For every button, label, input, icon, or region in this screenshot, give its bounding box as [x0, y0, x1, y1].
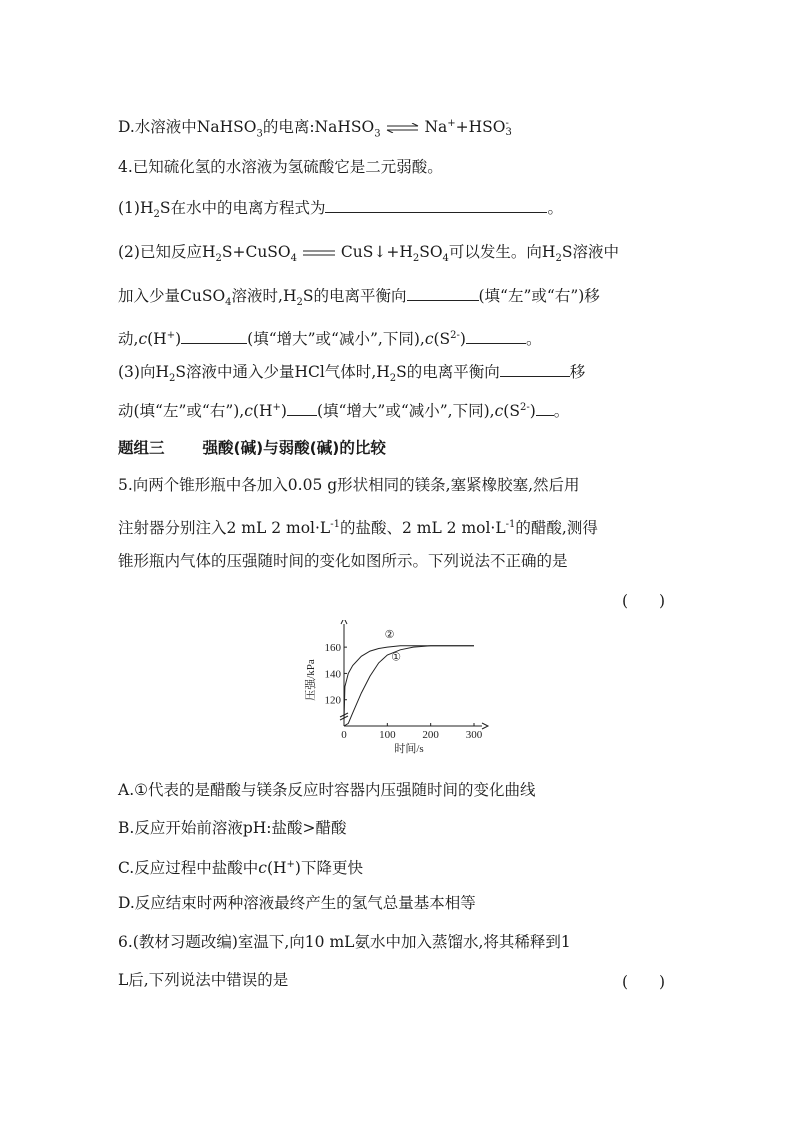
series-label-2: ② [384, 628, 395, 641]
q4p1-text: (1)H [118, 199, 154, 217]
answer-blank[interactable] [287, 401, 317, 416]
pressure-time-chart [300, 620, 500, 760]
y-tick-label: 140 [324, 668, 341, 681]
text: (填“左”或“右”)移 [478, 287, 600, 305]
q5-option-a[interactable]: A.①代表的是醋酸与镁条反应时容器内压强随时间的变化曲线 [118, 781, 536, 799]
q3d-ion-na: Na [424, 118, 448, 137]
text: S+CuSO [221, 243, 291, 261]
text: (H [147, 330, 167, 349]
q3d-text-2: 的电离:NaHSO [262, 118, 375, 137]
answer-blank[interactable] [407, 286, 479, 301]
italic-c: c [244, 402, 253, 421]
text: S溶液中通入少量HCl气体时,H [175, 363, 390, 381]
q6-answer-paren[interactable]: ( ) [622, 973, 666, 991]
q4-part2-line2 [118, 286, 600, 313]
series-label-1: ① [391, 651, 401, 664]
y-tick-label: 160 [324, 642, 341, 655]
q4p1-end: 。 [547, 199, 563, 217]
superscript: + [166, 330, 176, 341]
italic-c: c [138, 330, 148, 349]
q4p1-text-2: S在水中的电离方程式为 [159, 199, 326, 217]
text: 动(填“左”或“右”), [118, 402, 245, 421]
answer-blank[interactable] [500, 362, 570, 377]
q4-part2-line3 [118, 326, 542, 349]
subscript: 4 [442, 253, 449, 265]
text: ) [280, 402, 287, 421]
text: 。 [553, 402, 570, 421]
q4-part2-line1 [118, 242, 619, 269]
text: S溶液中 [561, 243, 619, 261]
text: S的电离平衡向 [302, 287, 407, 305]
equals-sign-icon [302, 248, 336, 258]
series-line-2 [344, 646, 474, 721]
text: C.反应过程中盐酸中 [118, 859, 259, 878]
subscript: 3 [374, 128, 381, 140]
x-axis-arrow [482, 723, 488, 729]
text: 注射器分别注入2 mL 2 mol·L [118, 519, 331, 538]
q5-option-c[interactable] [118, 855, 363, 878]
subscript: 2 [555, 253, 562, 265]
q4-part3-line1 [118, 362, 585, 389]
q5-line3: 锥形瓶内气体的压强随时间的变化如图所示。下列说法不正确的是 [118, 552, 568, 570]
text: (填“增大”或“减小”,下同), [316, 402, 495, 421]
y-axis-arrow [341, 620, 347, 624]
text: ) [529, 402, 536, 421]
q4-stem: 4.已知硫化氢的水溶液为氢硫酸它是二元弱酸。 [118, 158, 443, 176]
text: (3)向H [118, 363, 169, 381]
text: 动, [118, 330, 139, 349]
subscript: 2 [168, 373, 176, 385]
text: 移 [569, 363, 586, 381]
superscript: + [286, 859, 295, 870]
q6-line1: 6.(教材习题改编)室温下,向10 mL氨水中加入蒸馏水,将其稀释到1 [118, 933, 571, 951]
section-title: 强酸(碱)与弱酸(碱)的比较 [202, 439, 386, 457]
q5-line1: 5.向两个锥形瓶中各加入0.05 g形状相同的镁条,塞紧橡胶塞,然后用 [118, 476, 580, 494]
text: (S [503, 402, 520, 421]
text: (填“增大”或“减小”,下同), [247, 330, 425, 349]
section-heading [118, 438, 386, 458]
text: ) [459, 330, 466, 349]
y-axis-label: 压强/kPa [305, 659, 317, 701]
superscript: - [505, 118, 509, 130]
q6-line2: L后,下列说法中错误的是 [118, 971, 289, 989]
q4-part3-line2 [118, 398, 569, 421]
subscript: 2 [296, 297, 303, 309]
text: (S [433, 330, 451, 349]
answer-blank[interactable] [181, 329, 247, 344]
superscript: + [447, 118, 456, 129]
q5-line2 [118, 515, 598, 538]
superscript: 2- [450, 330, 460, 341]
superscript: + [272, 402, 281, 413]
text: (2)已知反应H [118, 243, 216, 261]
q4-part1 [118, 198, 563, 225]
sub-sup-stack [506, 119, 512, 137]
subscript: 3 [256, 128, 263, 140]
text: (H [266, 859, 287, 878]
q5-option-d[interactable]: D.反应结束时两种溶液最终产生的氢气总量基本相等 [118, 894, 476, 912]
q3-option-d [118, 114, 512, 144]
subscript: 3 [505, 127, 512, 139]
text: 的醋酸,测得 [515, 519, 598, 538]
text: 可以发生。向H [448, 243, 556, 261]
superscript: -1 [330, 519, 340, 530]
subscript: 2 [215, 253, 222, 265]
subscript: 4 [290, 253, 298, 265]
italic-c: c [258, 859, 267, 878]
q5-answer-paren[interactable]: ( ) [622, 592, 666, 610]
subscript: 2 [153, 209, 160, 221]
text: CuS↓+H [340, 243, 413, 261]
superscript: -1 [505, 519, 516, 530]
subscript: 2 [412, 253, 420, 265]
y-tick-label: 120 [324, 694, 341, 707]
x-tick-label: 300 [465, 729, 483, 741]
text: 。 [525, 330, 542, 349]
q5-option-b[interactable]: B.反应开始前溶液pH:盐酸>醋酸 [118, 819, 347, 837]
text: 的盐酸、2 mL 2 mol·L [339, 519, 506, 538]
text: ) [175, 330, 182, 349]
subscript: 2 [389, 373, 397, 385]
reversible-arrow-icon [386, 123, 420, 133]
text: 加入少量CuSO [118, 287, 226, 305]
x-tick-label: 100 [379, 729, 396, 741]
superscript: 2- [519, 402, 530, 413]
q3d-ion-hso3: +HSO [455, 118, 506, 137]
italic-c: c [494, 402, 504, 421]
text: )下降更快 [294, 859, 363, 878]
x-tick-label: 200 [422, 729, 439, 741]
answer-blank[interactable] [466, 329, 526, 344]
text: S的电离平衡向 [396, 363, 500, 381]
text: (H [252, 402, 273, 421]
italic-c: c [424, 330, 434, 349]
section-label: 题组三 [118, 439, 165, 457]
x-tick-label: 0 [341, 729, 347, 741]
series-line-1 [344, 646, 474, 726]
q3d-text: D.水溶液中NaHSO [118, 118, 257, 137]
text: SO [419, 243, 443, 261]
x-axis-label: 时间/s [394, 743, 424, 755]
subscript: 4 [225, 297, 232, 309]
answer-blank[interactable] [325, 198, 547, 213]
answer-blank[interactable] [536, 401, 554, 416]
text: 溶液时,H [231, 287, 297, 305]
